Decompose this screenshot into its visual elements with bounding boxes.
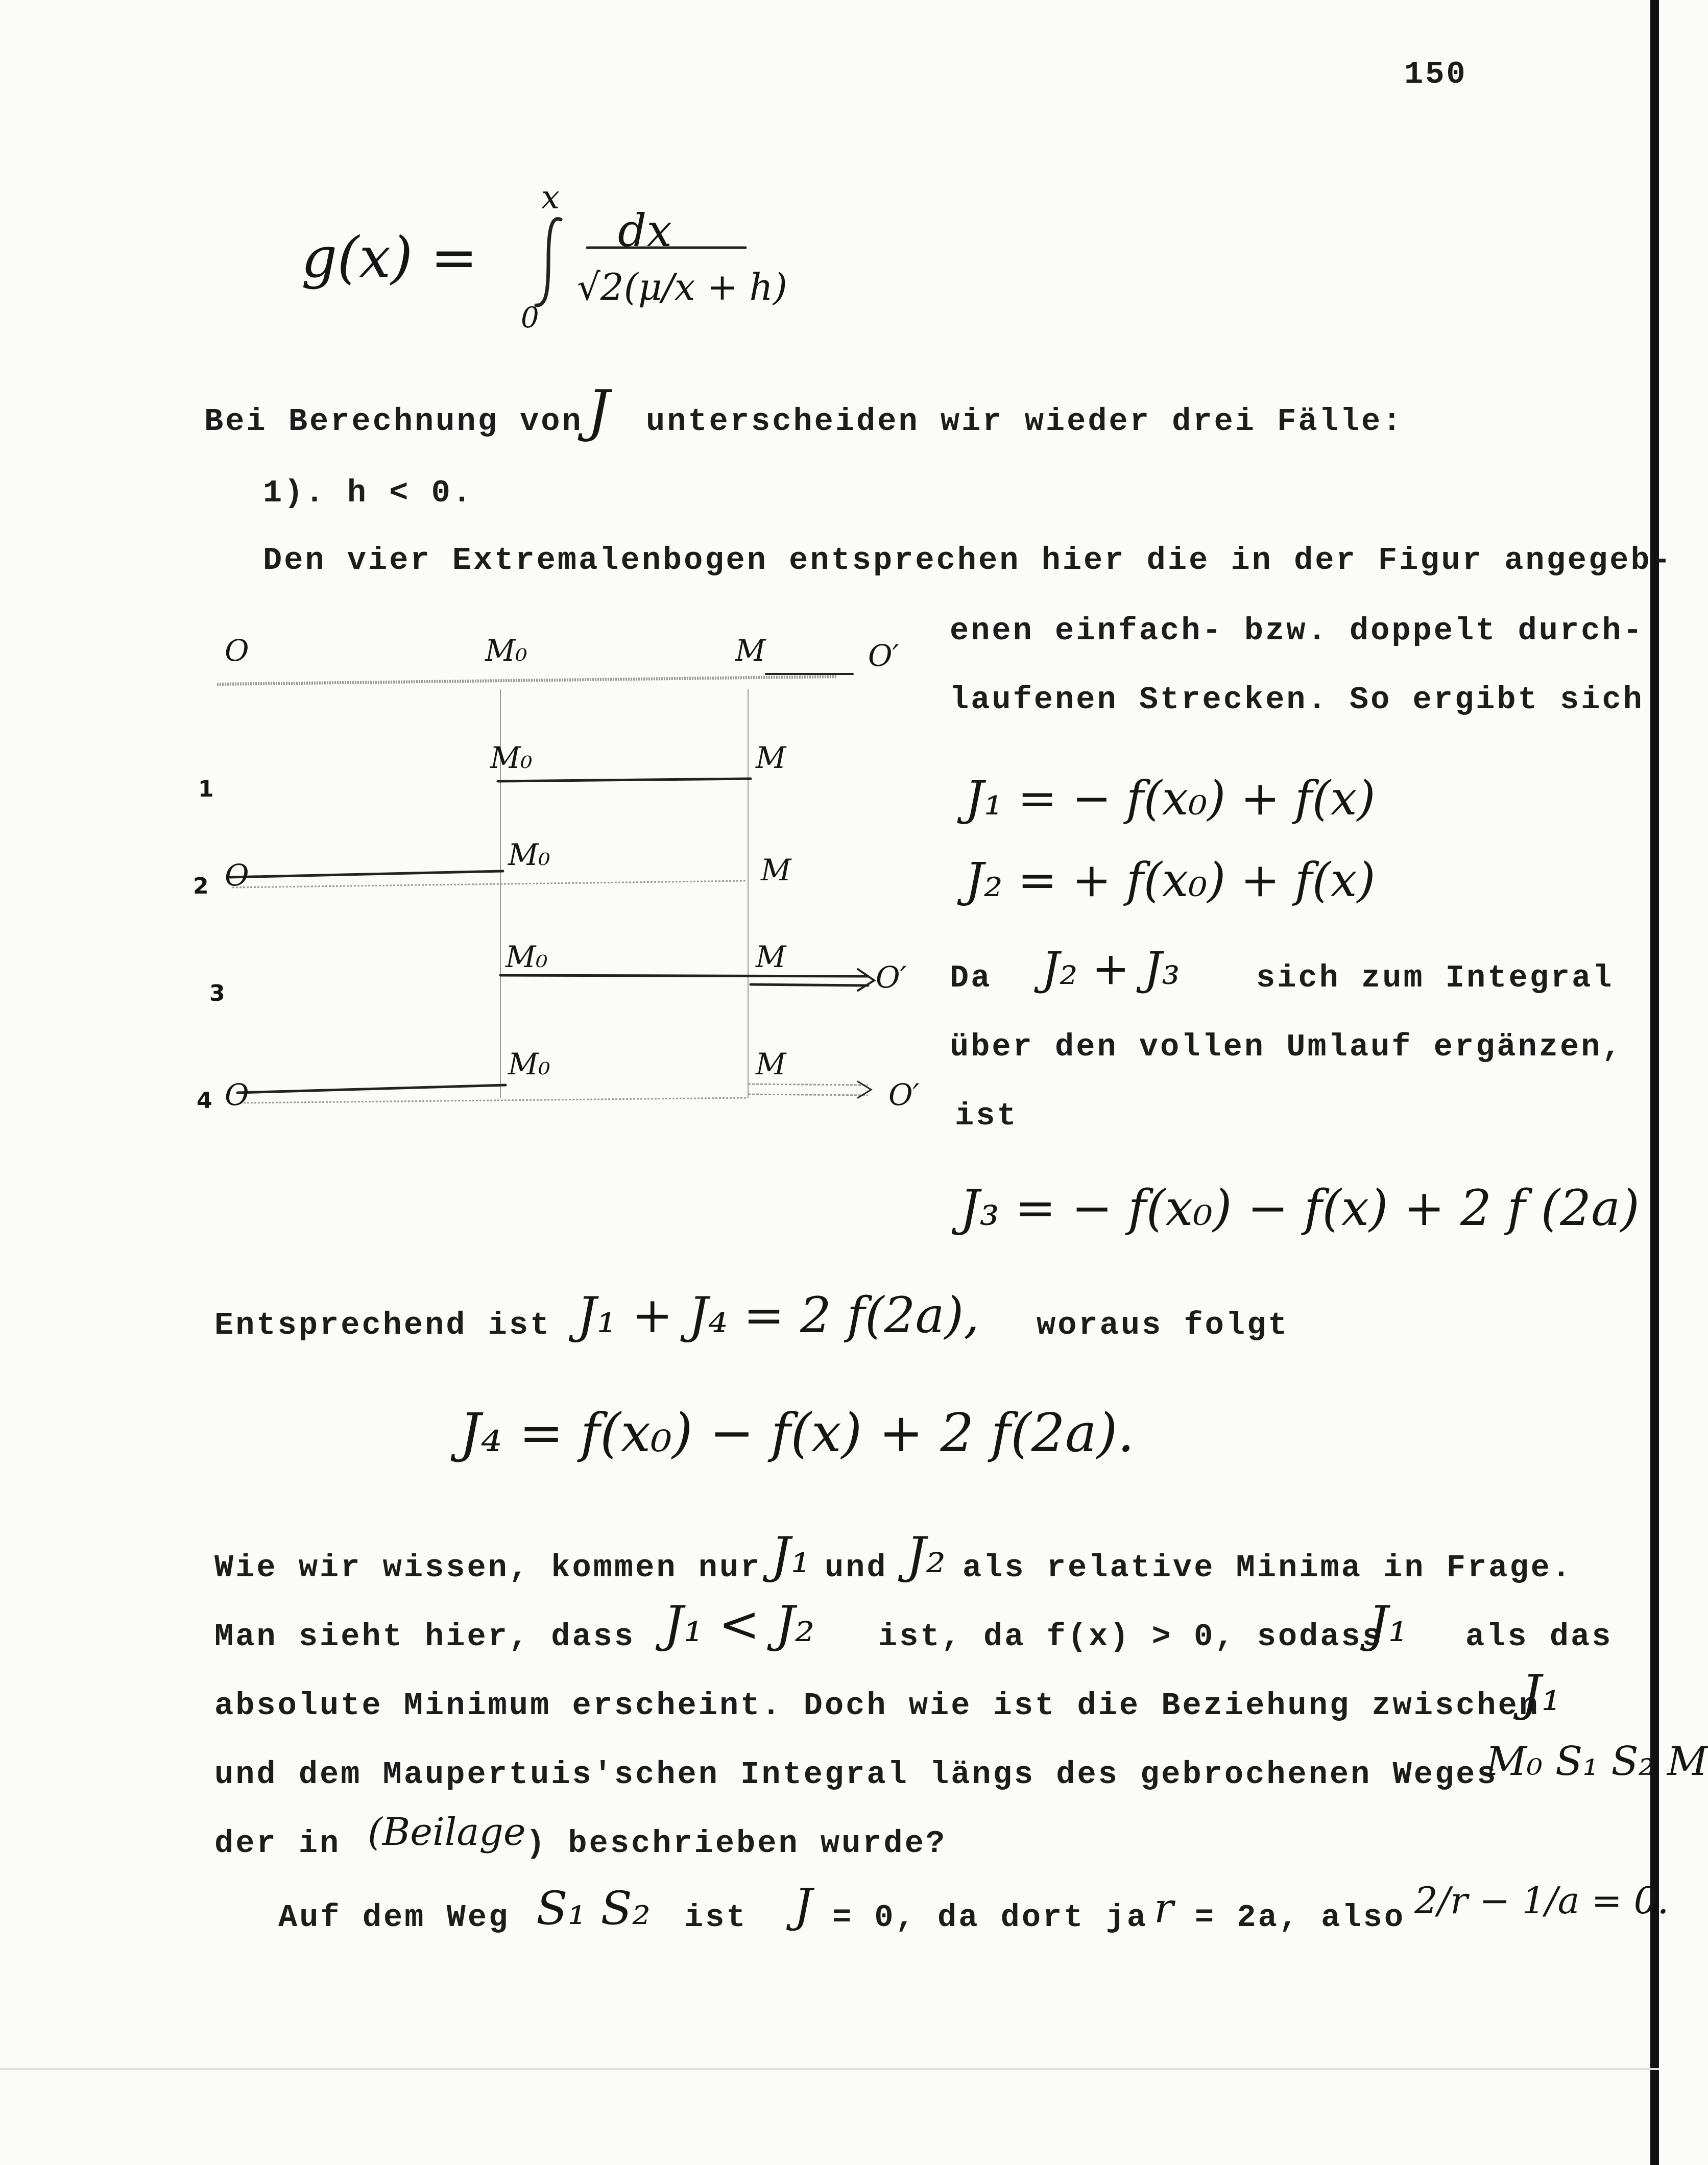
da-symbol: J₂ + J₃ bbox=[1042, 942, 1180, 995]
fig-row2-O: O bbox=[225, 858, 249, 893]
entsprechend-pre: Entsprechend ist bbox=[214, 1307, 551, 1343]
formula-g-numerator: dx bbox=[618, 204, 672, 257]
da-pre: Da bbox=[950, 960, 992, 996]
last-a: Auf dem Weg bbox=[278, 1899, 510, 1936]
fig-row4-O-prime: O′ bbox=[888, 1077, 920, 1112]
fig-row-number-4: 4 bbox=[197, 1088, 212, 1114]
formula-g-denominator: √2(μ/x + h) bbox=[577, 266, 787, 308]
da-post: sich zum Integral bbox=[1256, 960, 1614, 996]
last-s2: J bbox=[794, 1879, 813, 1933]
last-c: = 0, da dort ja bbox=[832, 1899, 1148, 1936]
fig-top-label-M0: M₀ bbox=[485, 633, 527, 668]
formula-g-lower: 0 bbox=[521, 301, 539, 334]
fig-row3-M0: M₀ bbox=[506, 940, 548, 974]
para2-l2-c: als das bbox=[1465, 1619, 1613, 1655]
fig-row1-M: M bbox=[756, 740, 786, 775]
para2-l1-a: Wie wir wissen, kommen nur bbox=[214, 1550, 762, 1586]
entsprechend-post: woraus folgt bbox=[1037, 1307, 1289, 1343]
intro-post: unterscheiden wir wieder drei Fälle: bbox=[646, 403, 1404, 440]
equation-J4: J₄ = f(x₀) − f(x) + 2 f(2a). bbox=[460, 1402, 1135, 1464]
para2-l5-a: der in bbox=[214, 1825, 341, 1862]
fig-row1-M0: M₀ bbox=[490, 740, 533, 775]
page-edge-shadow bbox=[1650, 0, 1659, 2165]
para2-l5-b: ) beschrieben wurde? bbox=[526, 1825, 947, 1862]
para1-line2: enen einfach- bzw. doppelt durch- bbox=[950, 613, 1644, 649]
para2-l5-s: (Beilage bbox=[368, 1810, 526, 1854]
fig-row4-M0: M₀ bbox=[508, 1047, 550, 1081]
last-s1: S₁ S₂ bbox=[536, 1882, 651, 1935]
fig-row-number-1: 1 bbox=[198, 776, 214, 802]
fig-row4-M: M bbox=[756, 1047, 786, 1081]
case-1-heading: 1). h < 0. bbox=[263, 475, 474, 511]
fig-row2-M: M bbox=[761, 853, 791, 887]
para2-l1-c: als relative Minima in Frage. bbox=[963, 1550, 1573, 1586]
equation-J1: J₁ = − f(x₀) + f(x) bbox=[965, 771, 1376, 826]
last-d: = 2a, also bbox=[1195, 1899, 1406, 1936]
fig-row4-O: O bbox=[225, 1077, 249, 1112]
page-number: 150 bbox=[1404, 56, 1468, 92]
para2-l4-a: und dem Maupertuis'schen Integral längs des gebrochenen Weges bbox=[214, 1757, 1498, 1793]
para2-l1-s1: J₁ bbox=[771, 1527, 810, 1584]
fig-row2-M0: M₀ bbox=[508, 837, 550, 872]
last-s3: r bbox=[1154, 1884, 1174, 1932]
para2-l1-b: und bbox=[825, 1550, 888, 1586]
fig-lines bbox=[0, 0, 945, 1149]
fig-row3-O-prime: O′ bbox=[876, 960, 907, 995]
fig-top-label-O: O bbox=[225, 633, 249, 668]
page-bottom-line bbox=[0, 2068, 1659, 2070]
para2-l3-s: J₁ bbox=[1522, 1665, 1561, 1722]
ueber-line: über den vollen Umlauf ergänzen, bbox=[950, 1029, 1623, 1065]
fig-row-number-2: 2 bbox=[193, 873, 209, 899]
para2-l2-s2: J₁ bbox=[1368, 1596, 1408, 1653]
ist-line: ist bbox=[955, 1098, 1018, 1134]
formula-g-lhs: g(x) = bbox=[301, 225, 478, 290]
intro-symbol: J bbox=[587, 378, 610, 443]
intro-pre: Bei Berechnung von bbox=[204, 403, 583, 440]
para2-l1-s2: J₂ bbox=[906, 1527, 946, 1584]
para2-l2-b: ist, da f(x) > 0, sodass bbox=[878, 1619, 1383, 1655]
para2-l2-s: J₁ < J₂ bbox=[664, 1596, 815, 1653]
formula-g-upper: x bbox=[541, 179, 560, 216]
para1-line3: laufenen Strecken. So ergibt sich bbox=[950, 682, 1644, 718]
fig-row-number-3: 3 bbox=[209, 980, 225, 1006]
last-b: ist bbox=[684, 1899, 748, 1936]
equation-J2: J₂ = + f(x₀) + f(x) bbox=[965, 853, 1376, 907]
fig-top-label-O-prime: O′ bbox=[868, 638, 899, 673]
fig-top-label-M: M bbox=[735, 633, 766, 668]
para2-l3-a: absolute Minimum erscheint. Doch wie ist die Beziehung zwischen bbox=[214, 1688, 1540, 1724]
fig-row3-M: M bbox=[756, 940, 786, 974]
para2-l4-s: M₀ S₁ S₂ M bbox=[1486, 1739, 1708, 1785]
para2-l2-a: Man sieht hier, dass bbox=[214, 1619, 636, 1655]
equation-J3: J₃ = − f(x₀) − f(x) + 2 f (2a) bbox=[960, 1180, 1640, 1237]
entsprechend-formula: J₁ + J₄ = 2 f(2a), bbox=[577, 1287, 979, 1344]
last-s4: 2/r − 1/a = 0. bbox=[1414, 1879, 1669, 1922]
para1-line1: Den vier Extremalenbogen entsprechen hier die in der Figur angegeb- bbox=[263, 542, 1673, 579]
